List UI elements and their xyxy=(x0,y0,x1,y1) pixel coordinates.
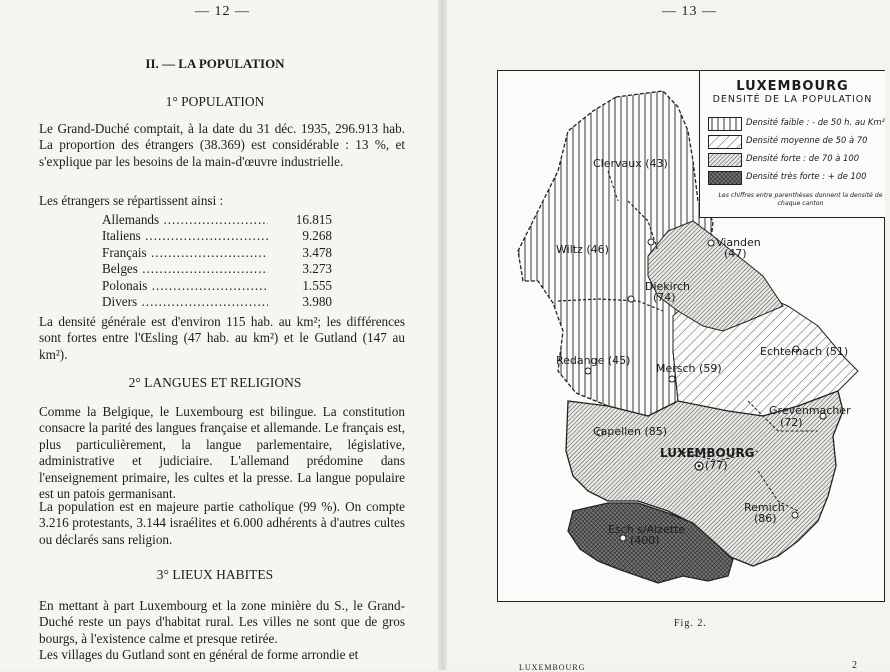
map-legend xyxy=(699,71,885,218)
canton-label: (77) xyxy=(705,459,728,472)
table-row-label: Divers ..... xyxy=(102,294,268,310)
town-marker xyxy=(708,240,714,246)
page-number-right: — 13 — xyxy=(662,4,717,19)
canton-label: (400) xyxy=(630,534,660,547)
canton-label-capital: LUXEMBOURG xyxy=(660,446,755,460)
canton-label: Remich xyxy=(744,501,785,514)
table-row-label: Polonais ..... xyxy=(102,278,268,294)
paragraph-languages: Comme la Belgique, le Luxembourg est bilingue. La constitution consacre la parité des langues française et allemande. Le français est, plus particulièrement, la langue parlementaire, législative, administrative et judiciaire. L'allemand prédomine dans l'enseignement primaire, les cultes et la presse. La langue populaire est un patois germanisant. xyxy=(39,404,405,502)
canton-label: (72) xyxy=(780,416,803,429)
subheading-places: 3° LIEUX HABITES xyxy=(156,567,274,582)
canton-label: Esch s/Alzette xyxy=(608,523,686,536)
canton-label: Vianden xyxy=(716,236,761,249)
legend-note: Les chiffres entre parenthèses donnent la densité de chaque canton xyxy=(718,192,883,207)
canton-label: Redange (45) xyxy=(556,354,631,367)
figure-caption: Fig. 2. xyxy=(674,618,707,629)
canton-label: Grevenmacher xyxy=(769,404,851,417)
town-marker xyxy=(628,296,634,302)
table-row xyxy=(102,245,332,261)
left-page xyxy=(0,0,440,670)
legend-item-label: Densité très forte : + de 100 xyxy=(746,171,867,181)
canton-label: (74) xyxy=(653,291,676,304)
canton-label: Echternach (51) xyxy=(760,345,849,358)
table-row xyxy=(102,294,332,310)
table-row xyxy=(102,212,332,228)
paragraph-population xyxy=(39,121,405,170)
density-map xyxy=(497,70,885,602)
table-row xyxy=(102,278,332,294)
legend-item-medium xyxy=(708,135,883,149)
table-row xyxy=(102,228,332,244)
legend-item-label: Densité forte : de 70 à 100 xyxy=(746,153,860,163)
legend-swatch-cross xyxy=(708,171,742,185)
canton-label: Capellen (85) xyxy=(593,425,668,438)
page-number-left: — 12 — xyxy=(195,4,250,19)
legend-item-low xyxy=(708,117,883,131)
paragraph-foreigners-intro: Les étrangers se répartissent ainsi : xyxy=(39,193,224,208)
canton-label: Clervaux (43) xyxy=(593,157,668,170)
canton-label: Diekirch xyxy=(645,280,691,293)
paragraph-density: La densité générale est d'environ 115 hab. au km²; les différences sont fortes entre l'Œsling (47 hab. au km²) et le Gutland (147 au km²). xyxy=(39,314,405,362)
legend-item-very-strong xyxy=(708,171,883,185)
town-marker xyxy=(585,368,591,374)
table-row-label: Italiens ..... xyxy=(102,228,268,244)
canton-label: (86) xyxy=(754,512,777,525)
table-row-value: 16.815 xyxy=(295,212,332,227)
legend-item-label: Densité moyenne de 50 à 70 xyxy=(746,135,868,145)
legend-title: LUXEMBOURG xyxy=(736,79,849,94)
subheading-population: 1° POPULATION xyxy=(165,94,265,109)
canton-label: Mersch (59) xyxy=(656,362,722,375)
table-row-value: 9.268 xyxy=(302,228,332,244)
table-row xyxy=(102,261,332,277)
legend-swatch-dense xyxy=(708,153,742,167)
paragraph-places: En mettant à part Luxembourg et la zone minière du S., le Grand-Duché reste un pays d'habitat rural. Les villes ne sont que de gros bourgs, à l'existence calme et presque retirée. xyxy=(39,598,405,646)
signature-mark: 2 xyxy=(852,660,857,671)
canton-label: (47) xyxy=(724,247,747,260)
foreigners-table xyxy=(102,212,332,310)
paragraph-population-text: Le Grand-Duché comptait, à la date du 31 déc. 1935, 296.913 hab. La proportion des étrangers (38.369) est considérable : 13 %, et s'explique par les besoins de la main-d'œuvre industrielle. xyxy=(39,121,405,169)
legend-item-strong xyxy=(708,153,883,167)
legend-swatch-diagonal xyxy=(708,135,742,149)
right-page xyxy=(447,0,890,670)
table-row-label: Belges ..... xyxy=(102,261,268,277)
subheading-languages: 2° LANGUES ET RELIGIONS xyxy=(128,375,302,390)
town-marker xyxy=(648,239,654,245)
paragraph-religion: La population est en majeure partie catholique (99 %). On compte 3.216 protestants, 3.144 israélites et 6.000 adhérents à d'autres cultes ou déclarés sans religion. xyxy=(39,499,405,547)
town-marker xyxy=(792,512,798,518)
town-marker xyxy=(669,376,675,382)
running-footer: LUXEMBOURG xyxy=(519,663,586,672)
legend-subtitle: DENSITÉ DE LA POPULATION xyxy=(712,94,873,105)
table-row-value: 3.273 xyxy=(302,261,332,277)
canton-label: Wiltz (46) xyxy=(556,243,609,256)
table-row-value: 3.478 xyxy=(302,244,332,260)
paragraph-villages: Les villages du Gutland sont en général de forme arrondie et xyxy=(39,647,359,662)
table-row-label: Français ..... xyxy=(102,245,268,261)
table-row-value: 1.555 xyxy=(302,277,332,293)
section-title: II. — LA POPULATION xyxy=(145,56,285,71)
table-row-label: Allemands ..... xyxy=(102,212,268,228)
legend-swatch-vertical xyxy=(708,117,742,131)
legend-item-label: Densité faible : - de 50 h. au Km² xyxy=(746,117,885,127)
table-row-value: 3.980 xyxy=(302,294,332,310)
